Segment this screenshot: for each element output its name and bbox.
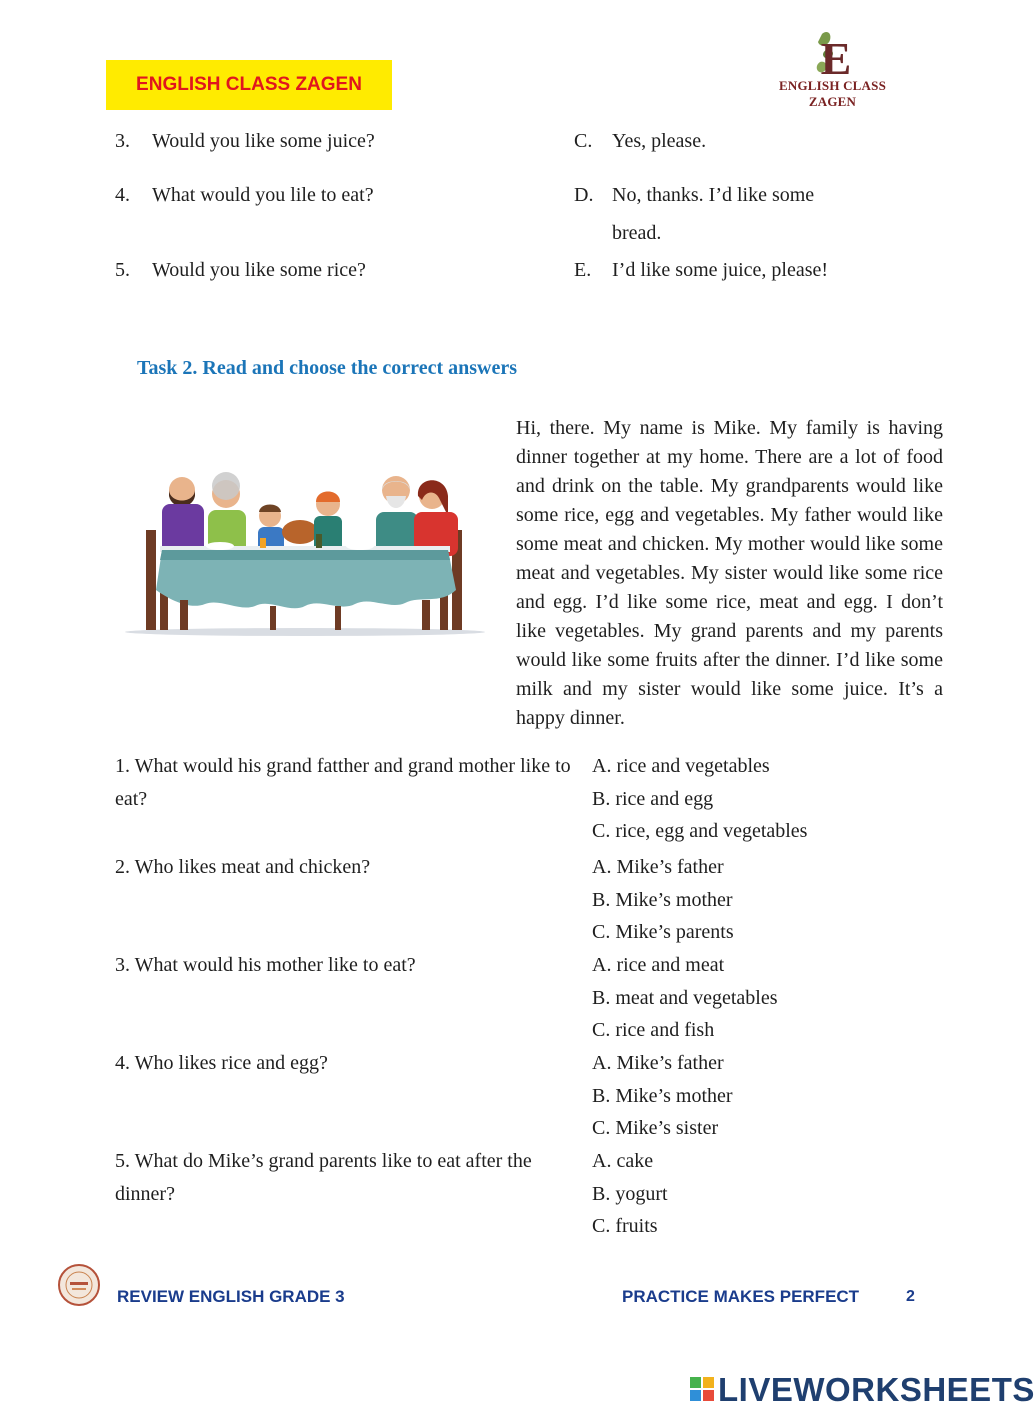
question-3-option-c[interactable]: C. rice and fish	[592, 1019, 715, 1041]
question-1-options	[592, 750, 912, 848]
question-4-option-a[interactable]: A. Mike’s father	[592, 1052, 724, 1074]
footer-right: PRACTICE MAKES PERFECT	[622, 1287, 860, 1306]
footer-seal-icon	[58, 1264, 100, 1306]
liveworksheets-brand	[690, 1370, 1035, 1410]
question-2: 2. Who likes meat and chicken?	[115, 856, 371, 878]
task2-passage: Hi, there. My name is Mike. My family is having dinner together at my home. There are a lot of food and drink on the table. My grandparents would like some rice, egg and vegetables. My father would like some meat and chicken. My mother would like some meat and vegetables. My sister would like some rice and egg. I’d like some rice, meat and egg. I don’t like vegetables. My grand parents and my parents would like some fruits after the dinner. I’d like some milk and my sister would like some juice. It’s a happy dinner.	[516, 417, 943, 729]
question-2-option-b[interactable]: B. Mike’s mother	[592, 888, 733, 911]
header-badge	[106, 60, 392, 110]
task1-row-3-question: Would you like some juice?	[152, 130, 375, 152]
task1-row-d-letter: D.	[574, 184, 594, 206]
question-4-option-b[interactable]: B. Mike’s mother	[592, 1084, 733, 1107]
svg-text:E: E	[820, 33, 852, 84]
task1-row-e-answer: I’d like some juice, please!	[612, 259, 829, 281]
question-4-options	[592, 1047, 912, 1145]
question-5: 5. What do Mike’s grand parents like to eat after the dinner?	[115, 1150, 532, 1205]
liveworksheets-text: LIVEWORKSHEETS	[718, 1371, 1035, 1408]
question-3-option-a[interactable]: A. rice and meat	[592, 954, 725, 976]
task1-row-3-num: 3.	[115, 130, 130, 152]
page-number: 2	[906, 1288, 915, 1305]
logo	[760, 28, 905, 109]
question-1-option-a[interactable]: A. rice and vegetables	[592, 755, 770, 777]
question-1: 1. What would his grand fatther and grand mother like to eat?	[115, 755, 571, 810]
task2-title: Task 2. Read and choose the correct answers	[137, 357, 517, 379]
question-3-options	[592, 949, 912, 1047]
task1-row-d-answer-cont: bread.	[612, 222, 662, 244]
logo-title: ENGLISH CLASS ZAGEN	[779, 78, 886, 109]
question-2-options	[592, 851, 912, 949]
task1-row-c-answer: Yes, please.	[612, 130, 707, 152]
question-1-option-c[interactable]: C. rice, egg and vegetables	[592, 820, 808, 842]
footer-left: REVIEW ENGLISH GRADE 3	[117, 1287, 345, 1306]
question-2-option-a[interactable]: A. Mike’s father	[592, 856, 724, 878]
task1-row-5-num: 5.	[115, 259, 130, 281]
family-dinner-illustration	[120, 460, 490, 640]
task1-row-c-letter: C.	[574, 130, 593, 152]
question-4-option-c[interactable]: C. Mike’s sister	[592, 1117, 719, 1139]
logo-e-icon	[760, 28, 905, 84]
task1-row-4-question: What would you lile to eat?	[152, 184, 374, 206]
question-3: 3. What would his mother like to eat?	[115, 954, 416, 976]
question-2-option-c[interactable]: C. Mike’s parents	[592, 921, 734, 943]
question-5-option-c[interactable]: C. fruits	[592, 1215, 658, 1237]
task1-row-5-question: Would you like some rice?	[152, 259, 366, 281]
question-1-option-b[interactable]: B. rice and egg	[592, 787, 714, 810]
question-5-options	[592, 1145, 912, 1243]
liveworksheets-logo-icon	[690, 1377, 714, 1403]
question-4: 4. Who likes rice and egg?	[115, 1052, 328, 1074]
question-5-option-b[interactable]: B. yogurt	[592, 1182, 668, 1205]
question-3-option-b[interactable]: B. meat and vegetables	[592, 986, 778, 1009]
question-5-option-a[interactable]: A. cake	[592, 1150, 654, 1172]
header-badge-text: ENGLISH CLASS ZAGEN	[136, 74, 362, 95]
task1-row-4-num: 4.	[115, 184, 130, 206]
task1-row-e-letter: E.	[574, 259, 592, 281]
task1-row-d-answer: No, thanks. I’d like some	[612, 184, 815, 206]
